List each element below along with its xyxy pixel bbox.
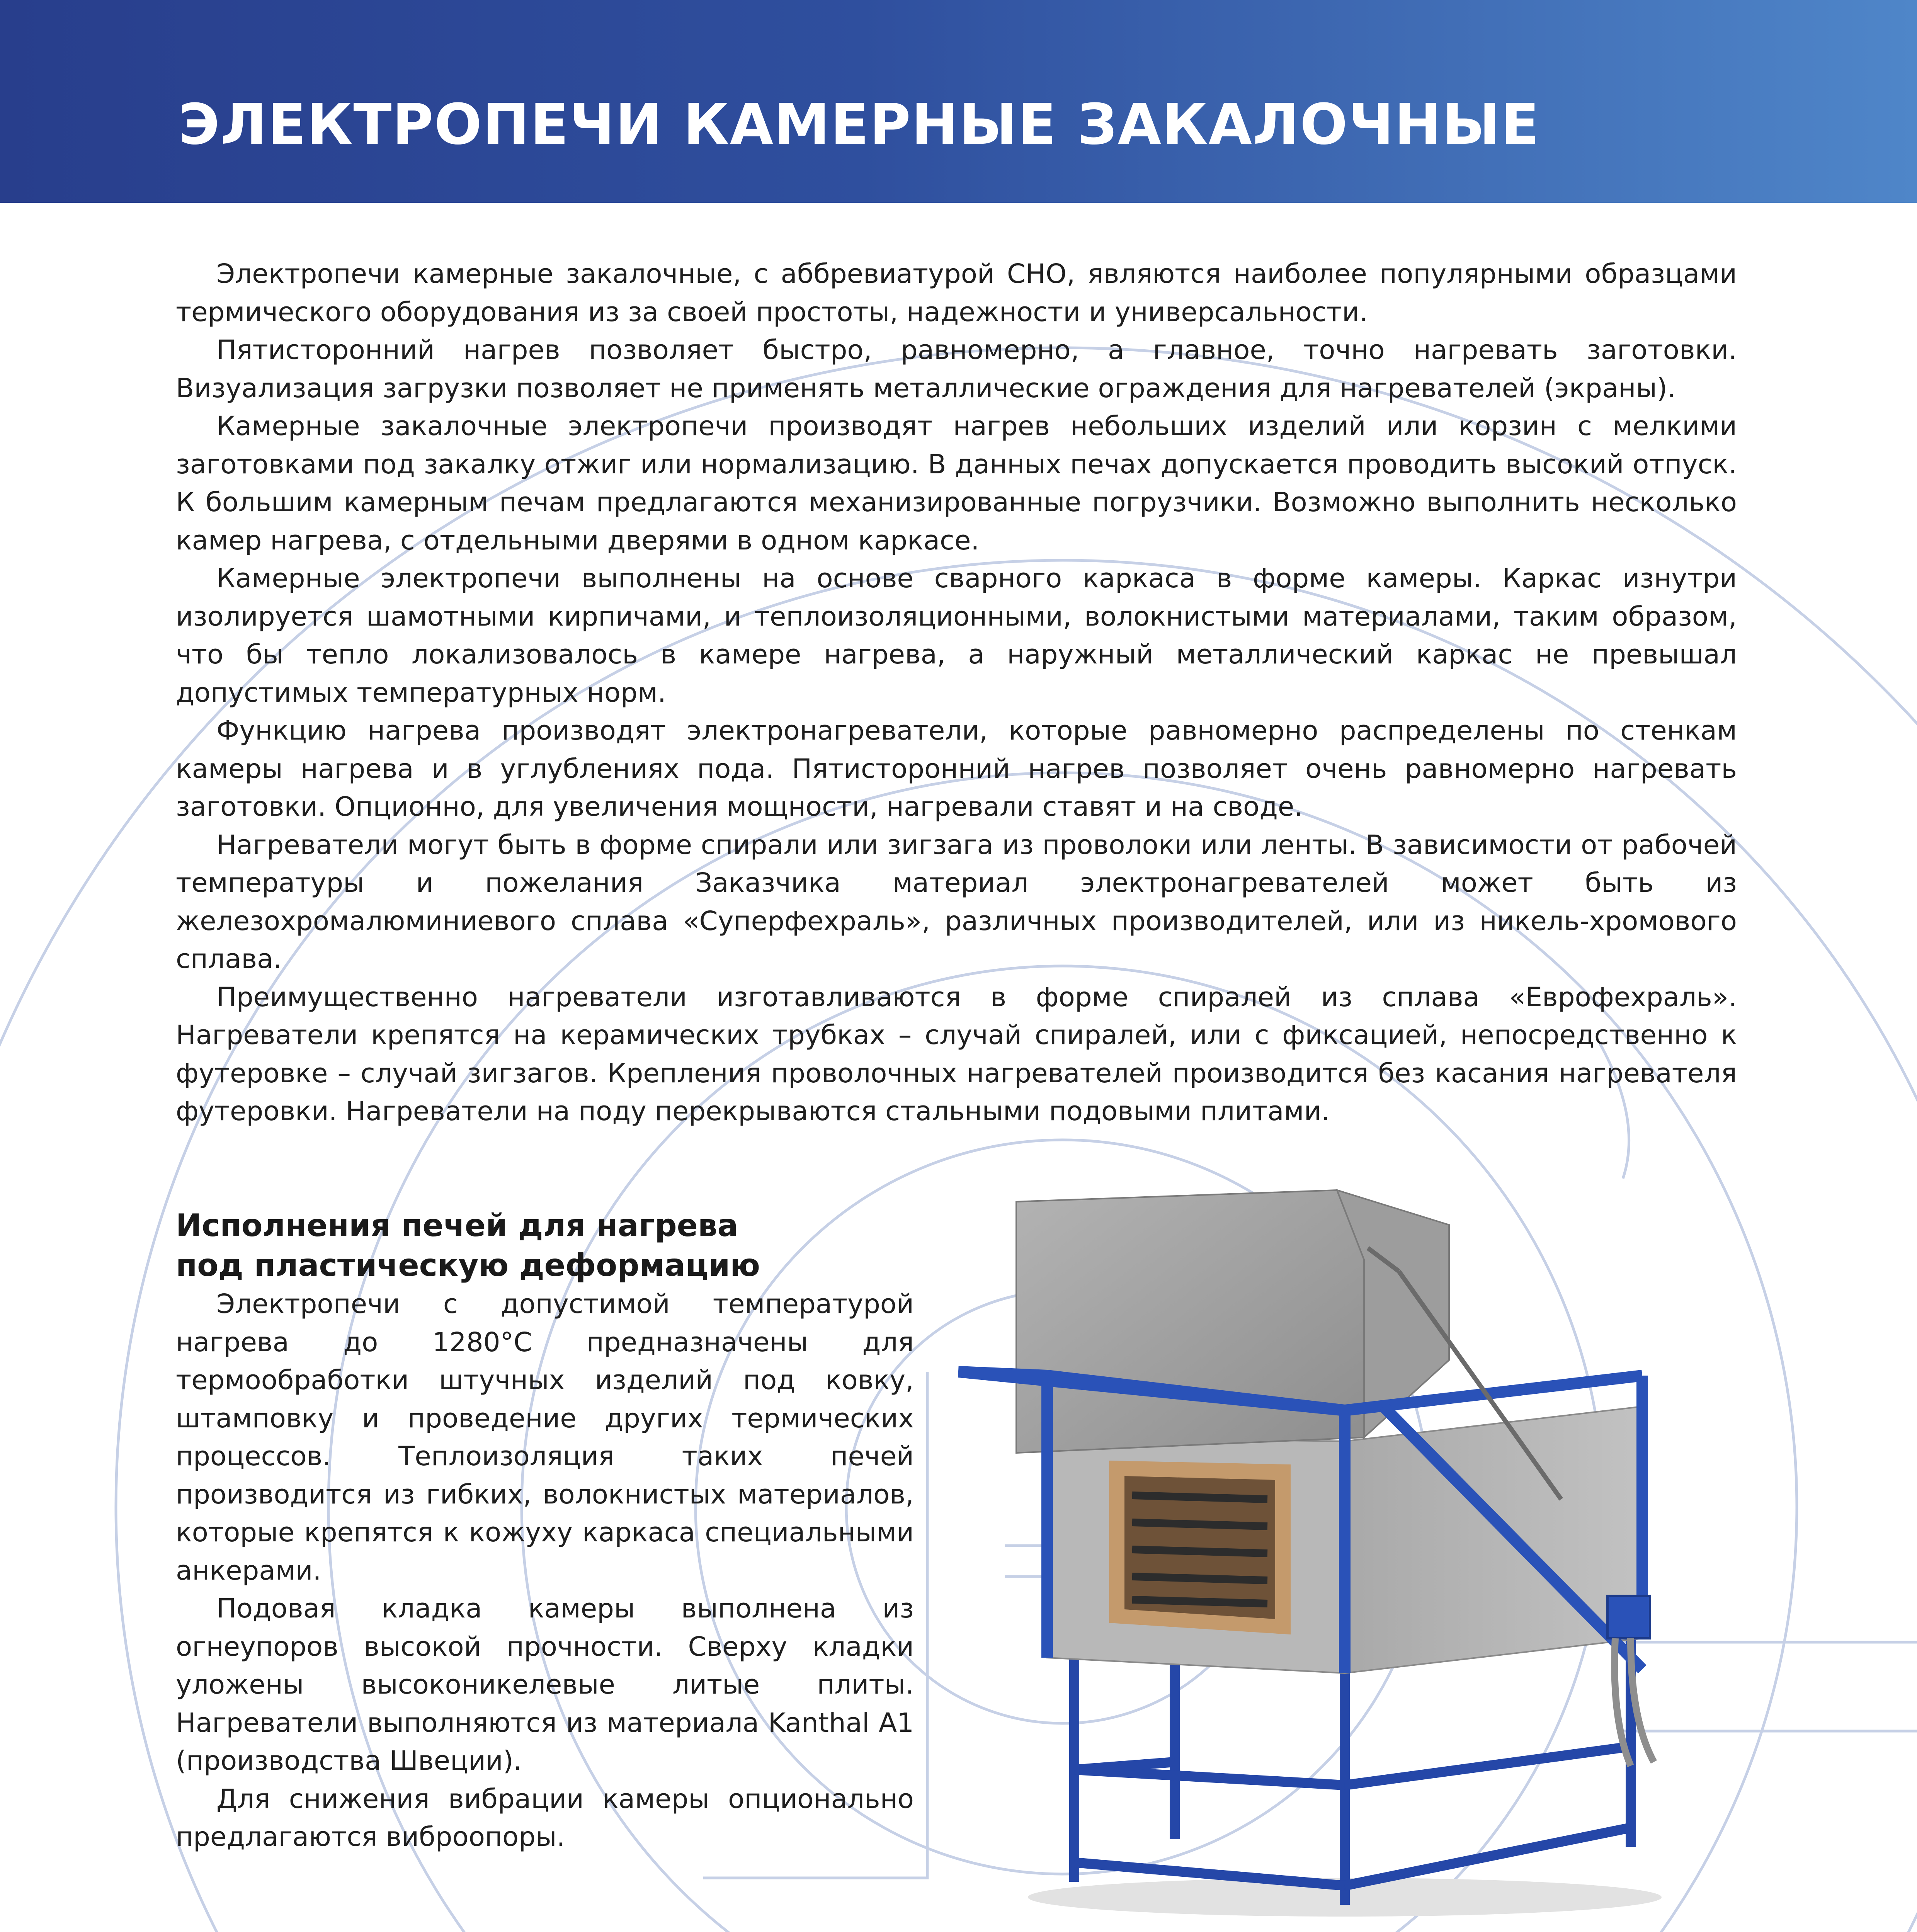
intro-paragraph: Камерные закалочные электропечи производят нагрев небольших изделий или корзин с мелкими заготовками под закалку отжиг или нормализацию. В данных печах допускается проводить высокий отпуск. К большим камерным печам предлагаются механизированные погрузчики. Возможно выполнить несколько камер нагрева, с отдельными дверями в одном каркасе. <box>176 411 1737 556</box>
section-paragraph: Электропечи с допустимой температурой нагрева до 1280°С предназначены для термообработки штучных изделий под ковку, штамповку и проведение других термических процессов. Теплоизоляция таких печей производится из гибких, волокнистых материалов, которые крепятся к кожуху каркаса специальными анкерами. <box>176 1289 914 1586</box>
section-body <box>176 1285 914 1856</box>
deformation-section <box>176 1206 914 1856</box>
intro-paragraph: Пятисторонний нагрев позволяет быстро, равномерно, а главное, точно нагревать заготовки. Визуализация загрузки позволяет не применять металлические ограждения для нагревателей (экраны). <box>176 335 1737 404</box>
section-paragraph: Для снижения вибрации камеры опционально предлагаются виброопоры. <box>176 1783 914 1852</box>
page-title: ЭЛЕКТРОПЕЧИ КАМЕРНЫЕ ЗАКАЛОЧНЫЕ <box>179 92 1540 157</box>
section-heading-line: под пластическую деформацию <box>176 1247 760 1283</box>
section-paragraph: Подовая кладка камеры выполнена из огнеупоров высокой прочности. Сверху кладки уложены высоконикелевые литые плиты. Нагреватели выполняются из материала Kanthal A1 (производства Швеции). <box>176 1593 914 1776</box>
intro-paragraph: Нагреватели могут быть в форме спирали или зигзага из проволоки или ленты. В зависимости от рабочей температуры и пожелания Заказчика материал электронагревателей может быть из железохромалюминиевого сплава «Суперфехраль», различных производителей, или из никель-хромового сплава. <box>176 829 1737 975</box>
section-heading <box>176 1206 914 1285</box>
intro-paragraph: Камерные электропечи выполнены на основе сварного каркаса в форме камеры. Каркас изнутри изолируется шамотными кирпичами, и теплоизоляционными, волокнистыми материалами, таким образом, что бы тепло локализовалось в камере нагрева, а наружный металлический каркас не превышал допустимых температурных норм. <box>176 563 1737 708</box>
intro-paragraph: Функцию нагрева производят электронагреватели, которые равномерно распределены по стенкам камеры нагрева и в углублениях пода. Пятисторонний нагрев позволяет очень равномерно нагревать заготовки. Опционно, для увеличения мощности, нагревали ставят и на своде. <box>176 715 1737 822</box>
intro-paragraph: Электропечи камерные закалочные, с аббревиатурой СНО, являются наиболее популярными образцами термического оборудования из за своей простоты, надежности и универсальности. <box>176 259 1737 328</box>
furnace-illustration <box>958 1159 1685 1917</box>
intro-text <box>176 255 1737 1131</box>
intro-paragraph: Преимущественно нагреватели изготавливаются в форме спиралей из сплава «Еврофехраль». Нагреватели крепятся на керамических трубках – случай спиралей, или с фиксацией, непосредственно к футеровке – случай зигзагов. Крепления проволочных нагревателей производится без касания нагревателя футеровки. Нагреватели на поду перекрываются стальными подовыми плитами. <box>176 981 1737 1127</box>
section-heading-line: Исполнения печей для нагрева <box>176 1208 738 1243</box>
page-header <box>0 0 1917 203</box>
